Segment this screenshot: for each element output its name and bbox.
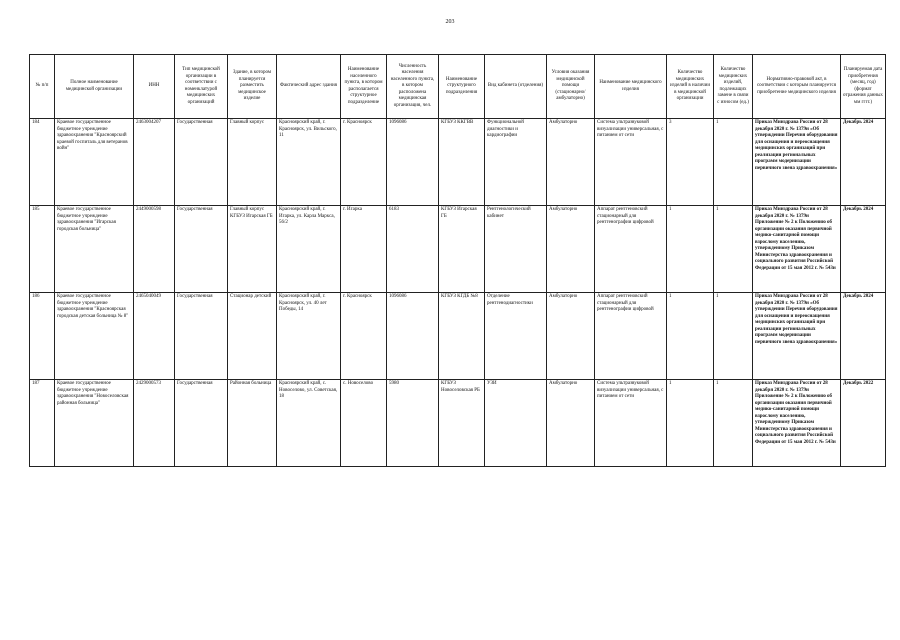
row-number: 184 bbox=[30, 119, 55, 206]
header-cell: Наименование медицинского изделия bbox=[595, 55, 667, 119]
org-type: Государственная bbox=[175, 119, 228, 206]
planned-date: Декабрь 2022 bbox=[841, 380, 886, 467]
header-cell: Полное наименование медицинской организации bbox=[55, 55, 134, 119]
qty-available: 1 bbox=[667, 206, 714, 293]
conditions: Амбулаторно bbox=[547, 380, 595, 467]
qty-replace: 1 bbox=[714, 119, 753, 206]
qty-replace: 1 bbox=[714, 293, 753, 380]
org-type: Государственная bbox=[175, 293, 228, 380]
org-name: Краевое государственное бюджетное учреждение здравоохранения "Красноярский краевой госпиталь для ветеранов войн" bbox=[55, 119, 134, 206]
inn: 2463004207 bbox=[134, 119, 175, 206]
header-cell: Условия оказания медицинской помощи (стационарно/амбулаторно) bbox=[547, 55, 595, 119]
table-row bbox=[30, 119, 886, 206]
population: 6183 bbox=[387, 206, 439, 293]
planned-date: Декабрь 2024 bbox=[841, 206, 886, 293]
org-name: Краевое государственное бюджетное учреждение здравоохранения "Игарская городская больница" bbox=[55, 206, 134, 293]
legal-act: Приказ Минздрава России от 28 декабря 2020 г. № 1379н «Об утверждении Перечня оборудования для оснащения и переоснащения медицинских организаций при реализации региональных программ модернизации первичного звена здравоохранения» bbox=[753, 119, 841, 206]
qty-available: 1 bbox=[667, 293, 714, 380]
locality: г. Красноярск bbox=[341, 293, 387, 380]
building: Главный корпус bbox=[228, 119, 277, 206]
subdivision: КГБУЗ КГДБ №8 bbox=[439, 293, 485, 380]
cabinet: Отделение рентгенодиагностики bbox=[485, 293, 547, 380]
header-cell: Количество медицинских изделий, подлежащих замене в связи с износом (ед.) bbox=[714, 55, 753, 119]
header-cell: Наименование населенного пункта, в котором располагается структурное подразделение bbox=[341, 55, 387, 119]
header-cell: Численность населения населенного пункта, в котором расположена медицинская организация, чел. bbox=[387, 55, 439, 119]
locality: г. Красноярск bbox=[341, 119, 387, 206]
qty-available: 3 bbox=[667, 119, 714, 206]
header-cell: Количество медицинских изделий в наличии в медицинской организации bbox=[667, 55, 714, 119]
subdivision: КГБУЗ Новоселовская РБ bbox=[439, 380, 485, 467]
conditions: Амбулаторно bbox=[547, 293, 595, 380]
header-cell: Нормативно-правовой акт, в соответствии с которым планируется приобретение медицинского изделия bbox=[753, 55, 841, 119]
cabinet: Функциональной диагностики и кардиографии bbox=[485, 119, 547, 206]
inn: 2429000573 bbox=[134, 380, 175, 467]
header-cell: Планируемая дата приобретения (месяц, год) (формат отражения данных мм гггг.) bbox=[841, 55, 886, 119]
legal-act: Приказ Минздрава России от 28 декабря 2020 г. № 1379н Приложение № 2 к Положению об организации оказания первичной медико-санитарной помощи взрослому населению, утвержденному Приказом Министерства здравоохранения и социального развития Российской Федерации от 15 мая 2012 г. № 543н bbox=[753, 380, 841, 467]
page-number: 203 bbox=[445, 19, 455, 25]
header-cell: ИНН bbox=[134, 55, 175, 119]
device: Аппарат рентгеновский стационарный для рентгенографии цифровой bbox=[595, 206, 667, 293]
planned-date: Декабрь 2024 bbox=[841, 293, 886, 380]
cabinet: Рентгенологический кабинет bbox=[485, 206, 547, 293]
planned-date: Декабрь 2024 bbox=[841, 119, 886, 206]
subdivision: КГБУЗ ККГВВ bbox=[439, 119, 485, 206]
device: Система ультразвуковой визуализации универсальная, с питанием от сети bbox=[595, 380, 667, 467]
legal-act: Приказ Минздрава России от 28 декабря 2020 г. № 1379н Приложение № 2 к Положению об организации оказания первичной медико-санитарной помощи взрослому населению, утвержденному Приказом Министерства здравоохранения и социального развития Российской Федерации от 15 мая 2012 г. № 543н bbox=[753, 206, 841, 293]
device: Система ультразвуковой визуализации универсальная, с питанием от сети bbox=[595, 119, 667, 206]
inn: 2449000598 bbox=[134, 206, 175, 293]
org-name: Краевое государственное бюджетное учреждение здравоохранения "Новоселовская районная больница" bbox=[55, 380, 134, 467]
qty-available: 1 bbox=[667, 380, 714, 467]
row-number: 187 bbox=[30, 380, 55, 467]
locality: с. Новоселово bbox=[341, 380, 387, 467]
building: Главный корпус КГБУЗ Игарская ГБ bbox=[228, 206, 277, 293]
table-row bbox=[30, 380, 886, 467]
population: 5980 bbox=[387, 380, 439, 467]
building: Стационар детский bbox=[228, 293, 277, 380]
address: Красноярский край, г. Игарка, ул. Карла Маркса, 56/2 bbox=[277, 206, 341, 293]
header-cell: № п/п bbox=[30, 55, 55, 119]
address: Красноярский край, г. Красноярск, ул. Вильского, 11 bbox=[277, 119, 341, 206]
qty-replace: 1 bbox=[714, 206, 753, 293]
header-row bbox=[30, 55, 886, 119]
device: Аппарат рентгеновский стационарный для рентгенографии цифровой bbox=[595, 293, 667, 380]
legal-act: Приказ Минздрава России от 28 декабря 2020 г. № 1379н «Об утверждении Перечня оборудования для оснащения и переоснащения медицинских организаций при реализации региональных программ модернизации первичного звена здравоохранения» bbox=[753, 293, 841, 380]
table-row bbox=[30, 206, 886, 293]
population: 1096086 bbox=[387, 293, 439, 380]
inn: 2465040049 bbox=[134, 293, 175, 380]
qty-replace: 1 bbox=[714, 380, 753, 467]
address: Красноярский край, г. Красноярск, ул. 40 лет Победы, 14 bbox=[277, 293, 341, 380]
header-cell: Здание, в котором планируется разместить медицинское изделие bbox=[228, 55, 277, 119]
header-cell: Наименование структурного подразделения bbox=[439, 55, 485, 119]
building: Районная больница bbox=[228, 380, 277, 467]
row-number: 186 bbox=[30, 293, 55, 380]
cabinet: УЗИ bbox=[485, 380, 547, 467]
conditions: Амбулаторно bbox=[547, 119, 595, 206]
row-number: 185 bbox=[30, 206, 55, 293]
subdivision: КГБУЗ Игарская ГБ bbox=[439, 206, 485, 293]
header-cell: Тип медицинской организации в соответствии с номенклатурой медицинских организаций bbox=[175, 55, 228, 119]
table-row bbox=[30, 293, 886, 380]
equipment-table bbox=[29, 54, 886, 467]
header-cell: Фактический адрес здания bbox=[277, 55, 341, 119]
locality: г. Игарка bbox=[341, 206, 387, 293]
org-type: Государственная bbox=[175, 380, 228, 467]
header-cell: Вид кабинета (отделения) bbox=[485, 55, 547, 119]
population: 1096086 bbox=[387, 119, 439, 206]
org-name: Краевое государственное бюджетное учреждение здравоохранения "Красноярская городская детская больница № 8" bbox=[55, 293, 134, 380]
conditions: Амбулаторно bbox=[547, 206, 595, 293]
address: Красноярский край, с. Новоселово, ул. Советская, 18 bbox=[277, 380, 341, 467]
org-type: Государственная bbox=[175, 206, 228, 293]
